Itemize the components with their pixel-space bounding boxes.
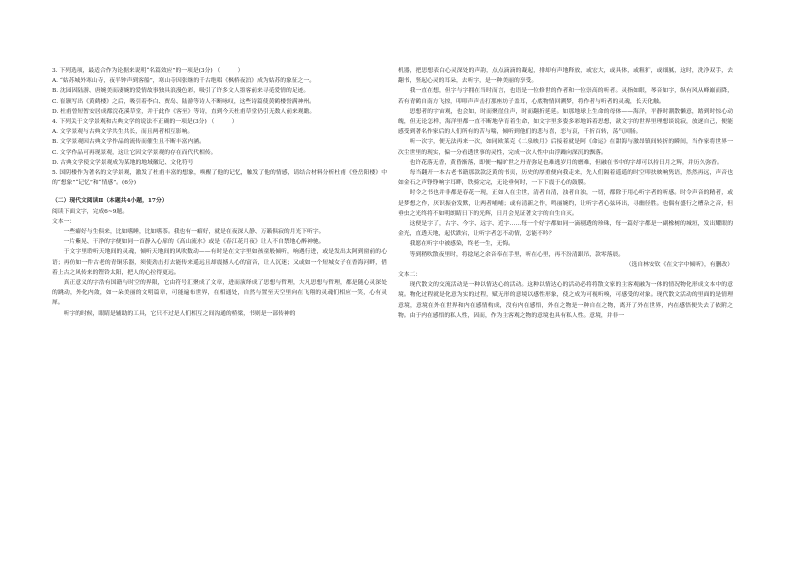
question-4-option-b: B. 文学景观因古典文学作品的流传而催生且不断丰富内涵。 (52, 139, 205, 146)
text-two-label: 文本二： (398, 272, 422, 279)
text-one-paragraph: 听字的时候，眼睛是辅助的工具，它只不过是人们相互之间沟通的桥梁，书则是一部传神的 (63, 310, 296, 317)
section-title: （二）现代文阅读Ⅱ（本题共4小题，17分） (52, 198, 168, 205)
text-one-source: （选自林安钦《在文字中倾听》，有删改） (625, 261, 733, 268)
text-one-paragraph: 一些癖好与生俱来，比如嗜睡，比如嗜茶。我也有一癖好，就是在夜深人静、万籁俱寂的月光下听字。 (63, 229, 325, 236)
question-4-option-d: D. 古典文学使文学景观成为某地的地域徽记、文化符号 (52, 159, 194, 166)
text-one-paragraph: 这便是字了，古字、今字、远字、近字……每一个好字都如同一滴剔透的珍珠，每一篇好字都是一副橡树的城垣，发出耀眼的金光，直透天地，起伏跌宕，让听字者怎不动情，怎能不吟？ (398, 221, 733, 238)
question-4-option-a: A. 文学景观与古典文学共生共长，而且两者相互影响。 (52, 129, 194, 136)
question-4-stem: 4. 下列关于文学景观和古典文学的说法不正确的一项是(3分) （ ） (52, 119, 238, 126)
text-one-label: 文本一： (52, 218, 76, 225)
text-one-paragraph: 思想者的宇宙观，也会如，时而聚崖住声，时而翻折延延。如那地球上生命的母体——海洋，平静时潮散懒意，踏到时惊心动魄，但无论怎样，海洋里都一直不断地孕育着生命，如文字里多姿多彩地诉着思想，歆文字的世界里理想谈说寂，放逐自己，便能感受到著名作家后的人们所有的苦与喘，倾听到他们的悲与喜，恋与哀，千折百转，荡气回肠。 (398, 108, 733, 136)
text-one-paragraph: 我愿在听字中被感染，终老一生，无悔。 (409, 241, 514, 248)
question-3-stem: 3. 下列选项，最适合作为论据来说明“名篇效应”的一项是(3分) （ ） (52, 68, 244, 74)
text-one-paragraph: 时令之书也并非都是春花一现，正如人在尘世，清者自清，浊者自浊，一切，都除于用心听字者的听感。时令声音的精者，或是梦想之作，厌识振奋发默，让两者哺哺；或有清新之作，鸣丽婉约，让听字者心弦环出，寻幽径胜。也偶有盛行之槽杂之音，但垂虫之光终将不如明朗睛日下的光辉，日月会见证著文字的自生自灭。 (398, 190, 733, 217)
text-one-paragraph: 也许花落无香，黄昏渐落，即便一幅旷世之丹青弥足也难逃岁月的磨难，但融在书中的字却可以持日月之辉，并历久弥香。 (409, 159, 723, 166)
text-one-paragraph: 听一次字，便无法再来一次，如同欧莱克《二泉映月》后接着就是阿《命运》在甜海与激昂镇间转折的瞬间，当作家将世界一次尘世里的现实，偏一分看透世事的灵性，完成一次人性中由浮躁向深沉的飘落。 (398, 139, 733, 156)
text-one-paragraph: 机器，把思想表白心灵深处的声韵，点点滴滴的凝起，排却有声地释放，或宏大，或具体，或粗犷，或细腻，这时，洗净双手，去翻书，竖起心灵的耳朵，去听字，是一种美丽的享受。 (398, 68, 733, 85)
text-one-paragraph: 于文字里聆听天地间的灵魂，倾听天地间的风吹数动——有时是在文字里如孩童般倾听，响遇行进，或是发出太阿到窗前的心语；再仿如一件古老的青铜乐器，须使劲击打去能传来遥远且却震撼人心的富音，让人沉迷；又或如一个短城女子在香海河畔，借着上古之风传来的铿铃太阳，把人的心拉得更远。 (52, 249, 387, 276)
reading-instruction: 阅读下面文字，完成6~9题。 (52, 208, 128, 215)
text-two-paragraph: 现代散文的交流活动是一种以情达心的活动。这种以情达心的活动必将将散文家的主客观融为一体的情况物化形成文本中的意境。物化过程就是化意为实的过程，赋无形的意境以感性形象，使之成为可视听嗅，可感受的对象。现代散文活动的里面的是情理意境，意境在外在世界和内在感情构成，没有内在感悟，外在之物是一种自在之物，离开了外在世界，内在感悟便失去了依附之物。由于内在感悟的私人性，因而，作为主客观之物的意境也具有私人性。意境，并非一 (398, 282, 733, 319)
text-one-paragraph: 一片紫晃、干净的字便如同一首静入心扉的《高山流水》或是《春江花月夜》让人不自禁地心醉神驰。 (63, 239, 325, 246)
text-one-paragraph: 我一直在想，但字与字拥在当时而言，也语是一位修世的作者和一位崇高的听者。灵指如眼，琴音如字，纵有风从峰巅而降，若有青鹤自南方飞掠，叩叩声声击打那座坊子盖耳，心底物情回溯梦，将作者与听者的灵魂，长天化触。 (398, 88, 733, 105)
question-3-option-b: B. 沈园因陆游、唐婉美而凄婉的爱情故事独具浪漫色彩，吸引了许多文人墨客前来寻觅爱情的足迹。 (52, 88, 310, 95)
question-3-option-c: C. 崔颢写出《黄鹤楼》之后，吸引着李白、贾岛、陆游等诗人不断咏叹，这些诗篇使黄鹤楼誉满神州。 (52, 98, 315, 105)
right-column (398, 66, 733, 321)
question-3-option-a: A. “姑苏城外寒山寺，夜半钟声到客船”，寒山寺因张继的千古绝唱《枫桥夜泊》成为姑苏的象征之一。 (52, 78, 316, 85)
question-5-stem: 5. 国阴楼作为著名的文学景观，激发了杜甫丰富的想象，唤醒了他的记忆，触发了他的情感，请结合材料分析杜甫《登岳阳楼》中的“想象”“记忆”和“情感”。(6分) (52, 170, 387, 187)
left-column (52, 66, 387, 319)
text-one-paragraph: 真正意义的字浩有国籍与时空的界限，它由符号汇聚成了文章，进而演绎成了思想与哲理，大凡思想与哲理，都是随心灵深处的跳动，外化内敛，如一朵美丽的文明篇章，可能遍布世界，在相通处，自然与置至天空里向在飞翔的灵魂们相应一笑，心有灵犀。 (52, 280, 387, 307)
text-one-paragraph: 等到稍吹散夜里时，将捻尾之余音奉在手里，听在心里，再不汾清跟吊，款零落晨。 (409, 251, 625, 258)
question-4-option-c: C. 文学作品可再现景观，这让它因文学景观的存在而代代相传。 (52, 149, 217, 156)
text-one-paragraph: 每当翻开一本古老书籍那款款泛黄的书页，历史的厚重便向我走来，先人们隔着遥遥的时空叩扶映响隽语，然然再远，声音也如金石之声铮铮响字耳畔，铁骑完完，无论垂何时，一下下震于心的鼓膜。 (398, 170, 733, 187)
question-3-option-d: D. 杜甫曾短暂安居成都浣花溪草堂，并于此作《客至》等诗，直到今天杜甫草堂仍引无数人前来观瞻。 (52, 108, 316, 115)
